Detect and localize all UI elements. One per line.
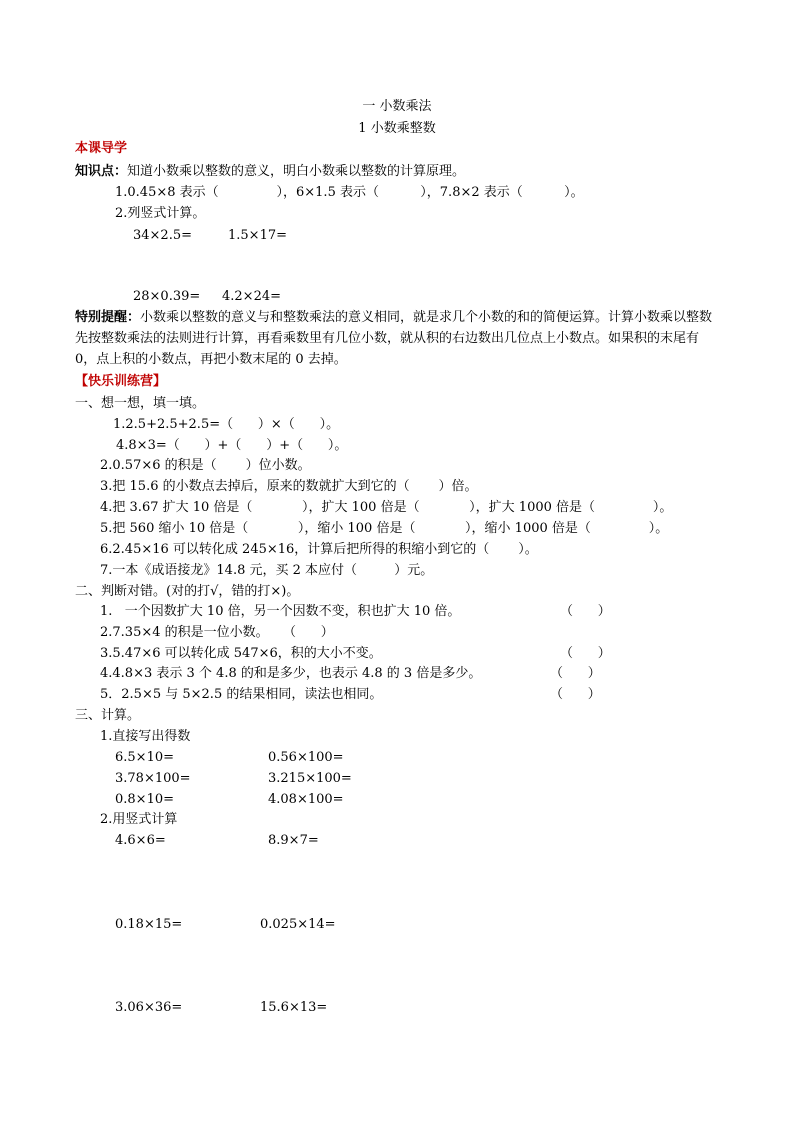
- knowledge-text: 知道小数乘以整数的意义，明白小数乘以整数的计算原理。: [127, 164, 466, 179]
- part3-sub2: 2.用竖式计算: [100, 812, 178, 827]
- guide-heading: 本课导学: [75, 141, 128, 156]
- knowledge-line: [75, 163, 465, 181]
- part3-sub1: 1.直接写出得数: [100, 729, 191, 744]
- part1-item: 7.一本《成语接龙》14.8 元，买 2 本应付（ ）元。: [100, 563, 434, 578]
- direct-calc: 4.08×100=: [268, 792, 344, 807]
- direct-calc: 0.8×10=: [115, 792, 175, 807]
- answer-paren: （ ）: [560, 604, 611, 619]
- direct-calc: 0.56×100=: [268, 750, 344, 765]
- part1-item: 1.2.5+2.5+2.5=（ ）×（ ）。: [113, 417, 340, 432]
- unit-title: 一 小数乘法: [362, 99, 432, 114]
- guide-question-1: 1.0.45×8 表示（ ），6×1.5 表示（ ），7.8×2 表示（ ）。: [115, 185, 584, 200]
- answer-paren: （ ）: [550, 687, 601, 702]
- part1-item: 2.0.57×6 的积是（ ）位小数。: [100, 458, 311, 473]
- answer-paren: （ ）: [550, 666, 601, 681]
- part2-item: 5．2.5×5 与 5×2.5 的结果相同，读法也相同。: [100, 687, 383, 702]
- answer-paren: （ ）: [283, 625, 334, 640]
- tip-text: 小数乘以整数的意义与和整数乘法的意义相同，就是求几个小数的和的简便运算。计算小数乘以整数先按整数乘法的法则进行计算，再看乘数里有几位小数，就从积的右边数出几位点上小数点。如果积的末尾有 0，点上积的小数点，再把小数末尾的 0 去掉。: [75, 310, 713, 367]
- tip-paragraph: [75, 307, 723, 370]
- part1-item: 5.把 560 缩小 10 倍是（ ），缩小 100 倍是（ ），缩小 1000 倍是（ ）。: [100, 521, 669, 536]
- part1-title: 一、想一想，填一填。: [75, 396, 206, 411]
- guide-question-2: 2.列竖式计算。: [115, 206, 206, 221]
- vertical-calc: 4.6×6=: [115, 833, 166, 848]
- vertical-calc: 0.18×15=: [115, 917, 183, 932]
- lesson-title: 1 小数乘整数: [358, 121, 436, 136]
- vertical-calc: 8.9×7=: [268, 833, 319, 848]
- part2-title: 二、判断对错。(对的打√，错的打×)。: [75, 584, 300, 599]
- direct-calc: 3.215×100=: [268, 771, 352, 786]
- guide-calc-2b: 4.2×24=: [222, 289, 282, 304]
- vertical-calc: 3.06×36=: [115, 1000, 183, 1015]
- vertical-calc: 0.025×14=: [260, 917, 336, 932]
- part3-title: 三、计算。: [75, 708, 141, 723]
- knowledge-label: 知识点：: [75, 164, 128, 179]
- part1-item: 4.8×3=（ ）+（ ）+（ ）。: [116, 438, 348, 453]
- vertical-calc: 15.6×13=: [260, 1000, 328, 1015]
- part2-item: 3.5.47×6 可以转化成 547×6，积的大小不变。: [100, 646, 382, 661]
- part1-item: 4.把 3.67 扩大 10 倍是（ ），扩大 100 倍是（ ），扩大 1000 倍是（ ）。: [100, 500, 673, 515]
- guide-calc-1a: 34×2.5=: [133, 228, 193, 243]
- part2-item: 1. 一个因数扩大 10 倍，另一个因数不变，积也扩大 10 倍。: [100, 604, 461, 619]
- guide-calc-2a: 28×0.39=: [133, 289, 201, 304]
- part1-item: 3.把 15.6 的小数点去掉后，原来的数就扩大到它的（ ）倍。: [100, 479, 478, 494]
- guide-calc-1b: 1.5×17=: [228, 228, 288, 243]
- camp-heading: 【快乐训练营】: [75, 374, 167, 389]
- tip-label: 特别提醒：: [75, 310, 141, 325]
- part1-item: 6.2.45×16 可以转化成 245×16，计算后把所得的积缩小到它的（ ）。: [100, 542, 538, 557]
- direct-calc: 3.78×100=: [115, 771, 191, 786]
- part2-item: 4.4.8×3 表示 3 个 4.8 的和是多少，也表示 4.8 的 3 倍是多少。: [100, 666, 482, 681]
- part2-item: 2.7.35×4 的积是一位小数。: [100, 625, 269, 640]
- answer-paren: （ ）: [560, 646, 611, 661]
- direct-calc: 6.5×10=: [115, 750, 175, 765]
